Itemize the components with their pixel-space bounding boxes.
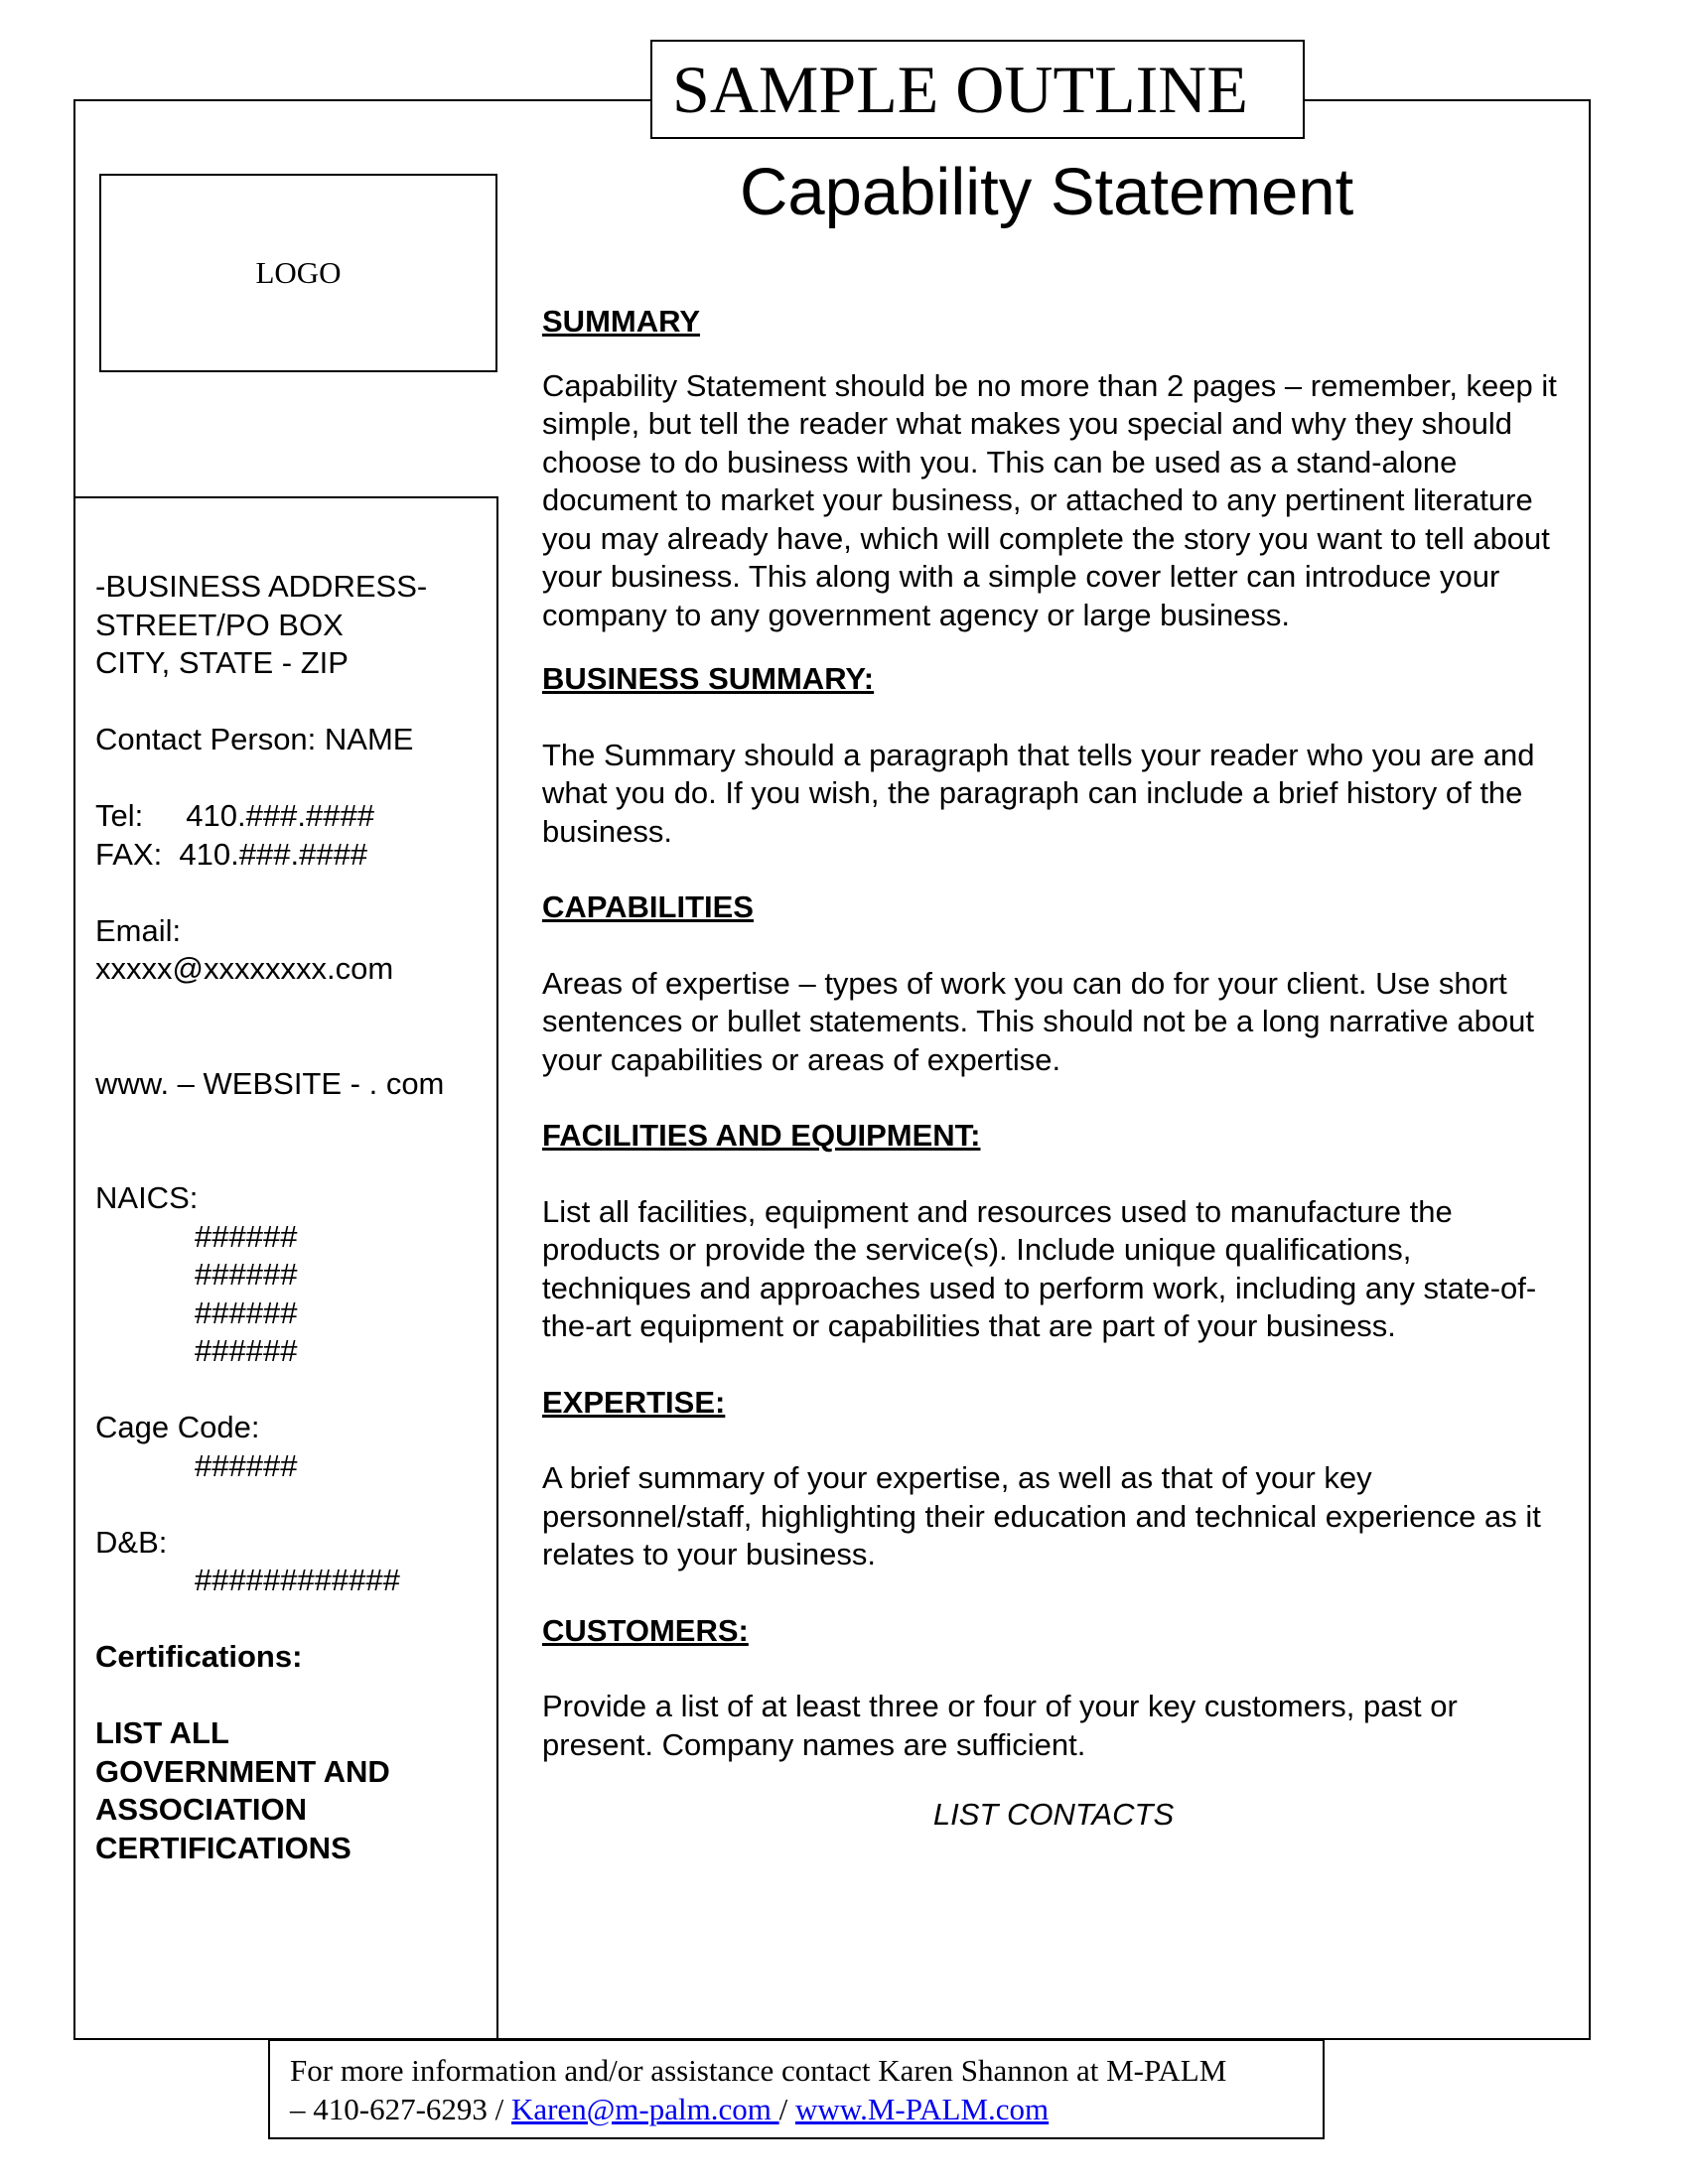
section-heading-capabilities: CAPABILITIES xyxy=(542,889,754,924)
contact-person: Contact Person: NAME xyxy=(95,722,414,756)
section-body-business-summary: The Summary should a paragraph that tells your reader who you are and what you do. If you wish, the paragraph can include a brief history of the business. xyxy=(542,737,1535,849)
naics-code: ###### xyxy=(195,1218,298,1254)
certifications-line: ASSOCIATION xyxy=(95,1792,307,1827)
footer-website-link[interactable]: www.M-PALM.com xyxy=(794,2092,1050,2126)
footer-email-link[interactable]: Karen@m-palm.com xyxy=(511,2092,779,2126)
certifications-line: LIST ALL xyxy=(95,1715,229,1750)
naics-label: NAICS: xyxy=(95,1180,199,1215)
footer-line-1: For more information and/or assistance contact Karen Shannon at M-PALM xyxy=(290,2053,1227,2088)
email-value: xxxxx@xxxxxxxx.com xyxy=(95,951,394,986)
cage-code-value: ###### xyxy=(195,1447,298,1483)
footer-line-2 xyxy=(290,2090,1323,2128)
footer-phone: – 410-627-6293 / xyxy=(290,2092,512,2126)
section-body-summary: Capability Statement should be no more than 2 pages – remember, keep it simple, but tell the reader what makes you special and why they should choose to do business with you. This can be used as a stand-alone document to market your business, or attached to any pertinent literature you may already have, which will complete the story you want to tell about your business. This along with a simple cover letter can introduce your company to any government agency or large business. xyxy=(542,367,1557,632)
cage-code-label: Cage Code: xyxy=(95,1410,260,1444)
address-line-2: STREET/PO BOX xyxy=(95,607,344,642)
footer-separator: / xyxy=(778,2092,795,2126)
section-body-facilities: List all facilities, equipment and resources used to manufacture the products or provide the service(s). Include unique qualifications, techniques and approaches used to perform work, including any state-of-the-art equipment or capabilities that are part of your business. xyxy=(542,1193,1537,1343)
naics-code: ###### xyxy=(195,1257,298,1292)
email-label: Email: xyxy=(95,912,182,948)
document-title: Capability Statement xyxy=(740,155,1354,229)
certifications-line: CERTIFICATIONS xyxy=(95,1830,352,1865)
logo-placeholder xyxy=(99,174,497,372)
section-body-customers: Provide a list of at least three or four of your key customers, past or present. Company names are sufficient. xyxy=(542,1689,1458,1762)
list-contacts: LIST CONTACTS xyxy=(932,1797,1175,1832)
dnb-value: ############ xyxy=(195,1563,400,1597)
website: www. – WEBSITE - . com xyxy=(95,1065,445,1101)
address-line-3: CITY, STATE - ZIP xyxy=(95,645,349,680)
fax-number: FAX: 410.###.#### xyxy=(95,836,368,872)
section-body-expertise: A brief summary of your expertise, as well as that of your key personnel/staff, highlighting their education and technical experience as it relates to your business. xyxy=(542,1460,1541,1571)
address-line-1: -BUSINESS ADDRESS- xyxy=(95,569,428,604)
outline-title-box xyxy=(650,40,1305,139)
naics-code: ###### xyxy=(195,1295,298,1330)
tel-number: Tel: 410.###.#### xyxy=(95,798,374,833)
section-heading-expertise: EXPERTISE: xyxy=(542,1384,726,1420)
section-heading-facilities: FACILITIES AND EQUIPMENT: xyxy=(542,1118,981,1153)
dnb-label: D&B: xyxy=(95,1524,168,1560)
section-body-capabilities: Areas of expertise – types of work you can do for your client. Use short sentences or bullet statements. This should not be a long narrative about your capabilities or areas of expertise. xyxy=(542,965,1534,1077)
logo-label: LOGO xyxy=(255,255,342,290)
main-content xyxy=(542,303,1565,1835)
section-heading-business-summary: BUSINESS SUMMARY: xyxy=(542,661,875,696)
section-heading-customers: CUSTOMERS: xyxy=(542,1612,749,1648)
certifications-line: GOVERNMENT AND xyxy=(95,1753,390,1789)
naics-code: ###### xyxy=(195,1333,298,1368)
section-heading-summary: SUMMARY xyxy=(542,304,701,339)
certifications-label: Certifications: xyxy=(95,1639,303,1674)
footer-contact-box xyxy=(268,2039,1325,2139)
sidebar-contact-info xyxy=(95,568,492,1867)
outline-label: SAMPLE OUTLINE xyxy=(672,52,1248,127)
